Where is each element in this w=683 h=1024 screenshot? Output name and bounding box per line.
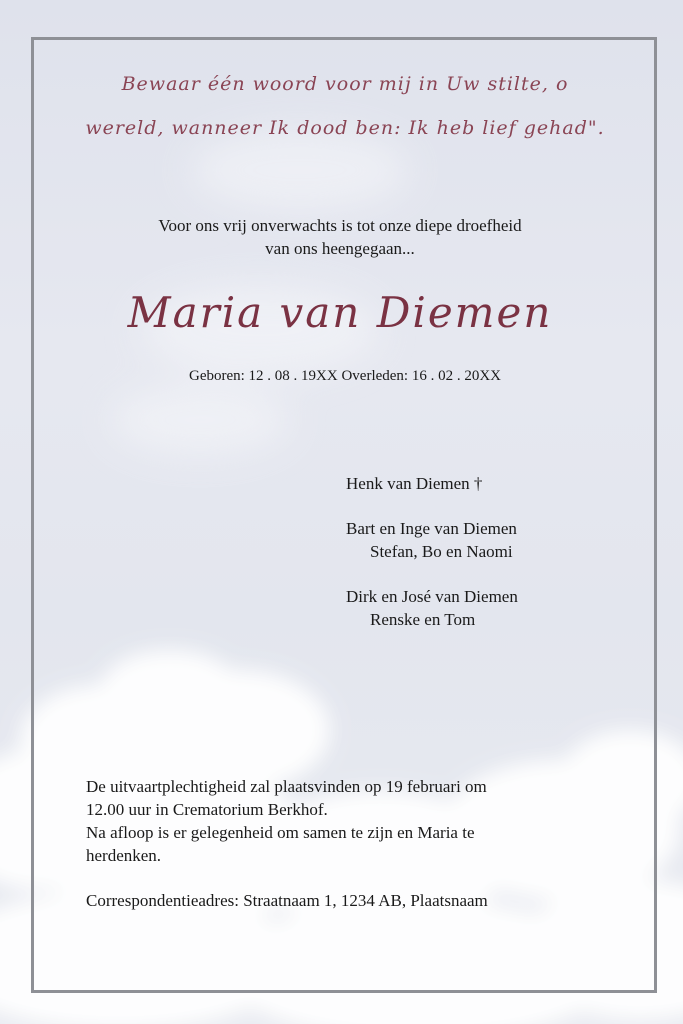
deceased-name: Maria van Diemen	[127, 288, 553, 337]
poem-quote	[80, 62, 610, 150]
funeral-details	[86, 775, 626, 912]
intro-text	[70, 214, 610, 260]
intro-line: van ons heengegaan...	[265, 239, 415, 258]
funeral-line: 12.00 uur in Crematorium Berkhof.	[86, 800, 328, 819]
family-child: Dirk en José van Diemen	[346, 587, 518, 606]
funeral-line: De uitvaartplechtigheid zal plaatsvinden op 19 februari om	[86, 777, 487, 796]
family-list	[346, 472, 646, 631]
family-grandchildren: Renske en Tom	[370, 610, 476, 629]
life-dates: Geboren: 12 . 08 . 19XX Overleden: 16 . 02 . 20XX	[188, 368, 502, 384]
family-child: Bart en Inge van Diemen	[346, 519, 517, 538]
correspondence-address: Correspondentieadres: Straatnaam 1, 1234 AB, Plaatsnaam	[86, 891, 488, 910]
family-grandchildren: Stefan, Bo en Naomi	[370, 542, 513, 561]
funeral-line: herdenken.	[86, 846, 162, 865]
quote-line: wereld, wanneer Ik dood ben: Ik heb lief gehad".	[85, 117, 605, 139]
family-husband: Henk van Diemen †	[346, 474, 483, 493]
quote-line: Bewaar één woord voor mij in Uw stilte, o	[121, 73, 569, 95]
funeral-line: Na afloop is er gelegenheid om samen te zijn en Maria te	[86, 823, 475, 842]
intro-line: Voor ons vrij onverwachts is tot onze diepe droefheid	[158, 216, 522, 235]
